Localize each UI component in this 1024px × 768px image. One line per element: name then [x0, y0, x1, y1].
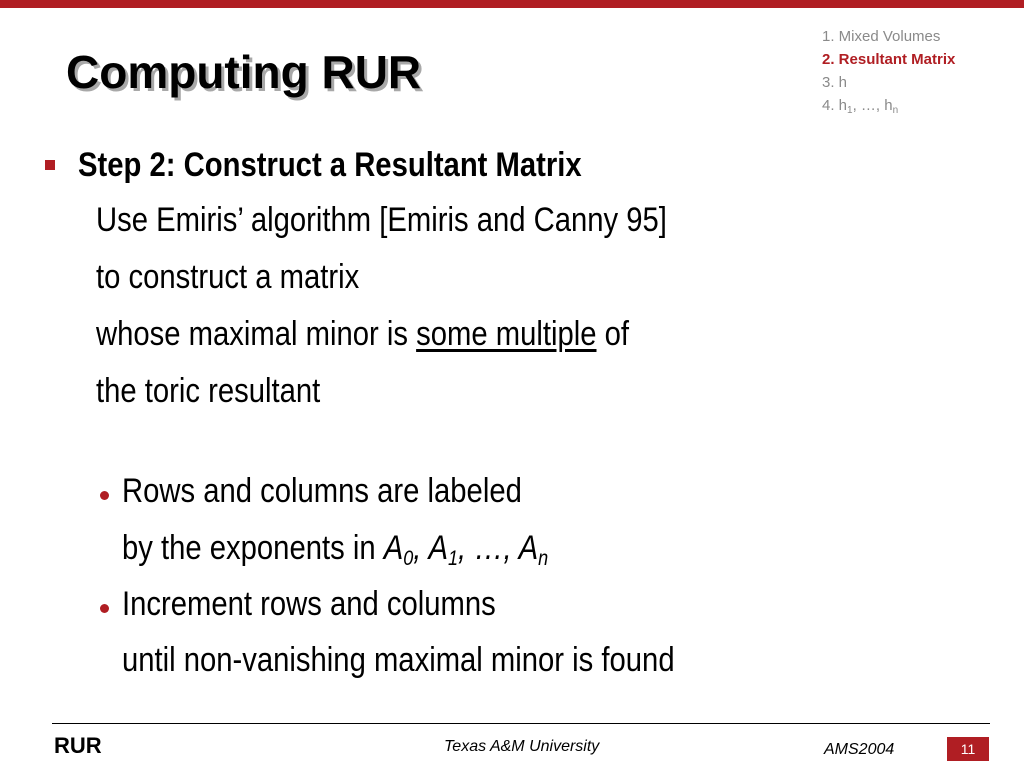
math-a0-base: A [383, 529, 404, 567]
slide-title: Computing RUR [66, 46, 422, 98]
sub-bullet-2-line-2: until non-vanishing maximal minor is found [122, 641, 675, 679]
outline-item-h1-hn-prefix: 4. h [822, 97, 848, 114]
paragraph-line-2: to construct a matrix [96, 258, 360, 296]
math-an-base: A [518, 529, 539, 567]
section-outline [822, 25, 955, 117]
outline-item-h1-hn [822, 94, 955, 117]
math-a1-base: A [428, 529, 448, 567]
page-number-badge: 11 [947, 737, 989, 761]
footer-institution: Texas A&M University [444, 738, 600, 755]
sub-bullet-dot-icon [100, 491, 109, 500]
paragraph-line-3-underlined: some multiple [416, 315, 597, 353]
exponent-sets-math [383, 529, 549, 570]
outline-item-mixed-volumes: 1. Mixed Volumes [822, 28, 941, 45]
paragraph-line-3-after: of [596, 315, 630, 353]
paragraph-line-1: Use Emiris’ algorithm [Emiris and Canny 95] [96, 201, 667, 239]
paragraph-line-4: the toric resultant [96, 372, 321, 410]
sub-bullet-dot-icon [100, 604, 109, 613]
outline-item-h1-hn-sub1: 1 [847, 105, 853, 116]
math-sep-1: , [413, 529, 429, 567]
sub-bullet-1-line-2 [122, 524, 548, 572]
math-a0-sub: 0 [403, 547, 414, 570]
footer-conference: AMS2004 [824, 741, 895, 758]
math-a1-sub: 1 [447, 547, 459, 570]
footer-divider [52, 723, 990, 724]
sub-bullet-1-line-1: Rows and columns are labeled [122, 472, 522, 510]
math-sep-2: , …, [458, 529, 519, 567]
outline-item-h1-hn-middle: , …, h [852, 97, 893, 114]
sub-bullet-1-line-2-text: by the exponents in [122, 529, 384, 567]
sub-bullet-2-line-1: Increment rows and columns [122, 585, 496, 623]
outline-item-resultant-matrix: 2. Resultant Matrix [822, 51, 956, 68]
outline-item-h: 3. h [822, 74, 848, 91]
step-heading: Step 2: Construct a Resultant Matrix [78, 146, 582, 184]
outline-item-h1-hn-sub2: n [892, 105, 899, 116]
paragraph-line-3-before: whose maximal minor is [96, 315, 417, 353]
paragraph-line-3 [96, 310, 629, 358]
top-accent-bar [0, 0, 1024, 8]
math-an-sub: n [538, 547, 549, 570]
footer-short-title: RUR [54, 733, 102, 758]
main-bullet-square-icon [45, 160, 55, 170]
